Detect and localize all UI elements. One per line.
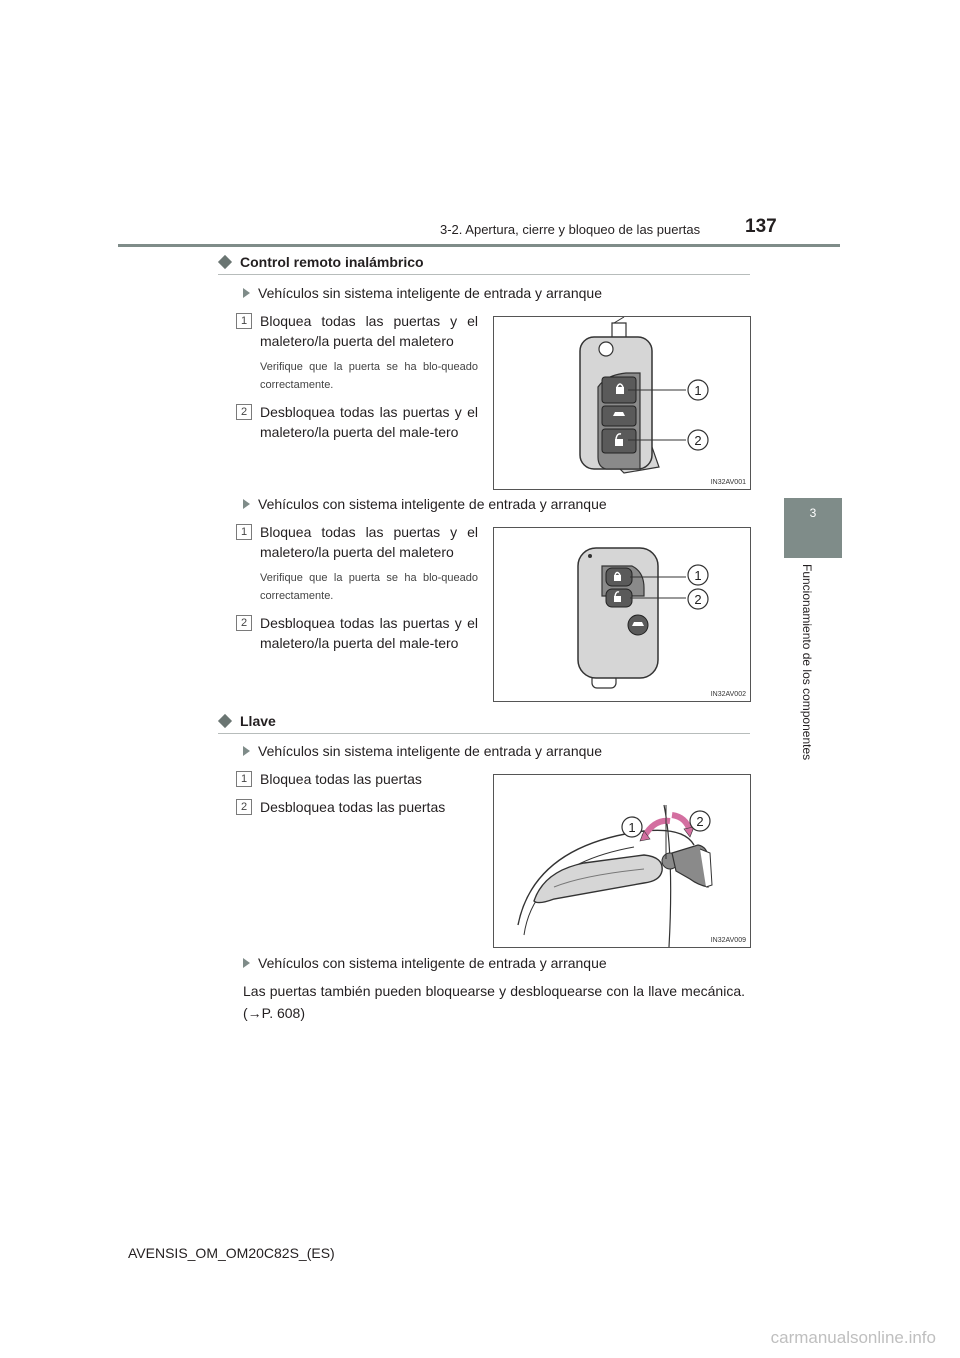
- chapter-title: Funcionamiento de los componentes: [800, 564, 814, 761]
- item-number: 2: [236, 799, 252, 815]
- smart-key-illustration: [494, 528, 750, 701]
- item-number: 1: [236, 771, 252, 787]
- section-rule: [218, 274, 750, 275]
- diamond-bullet-icon: [218, 255, 232, 269]
- triangle-bullet-icon: [243, 746, 250, 756]
- subheading: [243, 743, 602, 759]
- flip-key-illustration: [494, 317, 750, 489]
- item-text: Desbloquea todas las puertas y el maletero/la puerta del male-tero: [260, 615, 478, 651]
- item-text: Desbloquea todas las puertas y el maletero/la puerta del male-tero: [260, 404, 478, 440]
- document-code: AVENSIS_OM_OM20C82S_(ES): [128, 1245, 335, 1261]
- chapter-tab[interactable]: [784, 498, 842, 558]
- page-number: 137: [745, 216, 777, 237]
- door-key-illustration: [494, 775, 750, 947]
- running-header: 3-2. Apertura, cierre y bloqueo de las puertas: [440, 222, 701, 237]
- item-text: Bloquea todas las puertas: [260, 771, 422, 787]
- figure-callout: 2: [694, 592, 702, 607]
- triangle-bullet-icon: [243, 958, 250, 968]
- triangle-bullet-icon: [243, 499, 250, 509]
- item-note: Verifique que la puerta se ha blo-queado correctamente.: [260, 572, 478, 602]
- subheading-text: Vehículos sin sistema inteligente de entrada y arranque: [258, 285, 602, 301]
- item-text: Bloquea todas las puertas y el maletero/la puerta del maletero: [260, 313, 478, 349]
- item-note: Verifique que la puerta se ha blo-queado correctamente.: [260, 361, 478, 391]
- item-text: Bloquea todas las puertas y el maletero/la puerta del maletero: [260, 524, 478, 560]
- section-heading: [218, 254, 424, 270]
- figure-code: IN32AV009: [710, 937, 746, 944]
- figure-callout: 1: [628, 820, 636, 835]
- watermark: carmanualsonline.info: [770, 1328, 936, 1347]
- figure-callout: 1: [694, 383, 702, 398]
- chapter-number: 3: [809, 506, 817, 520]
- subheading: [243, 285, 602, 301]
- figure-code: IN32AV002: [710, 691, 746, 698]
- item-number: 1: [236, 313, 252, 329]
- body-paragraph: Las puertas también pueden bloquearse y desbloquearse con la llave mecánica. (→P. 608): [243, 983, 745, 1021]
- figure-callout: 2: [694, 433, 702, 448]
- subheading-text: Vehículos con sistema inteligente de entrada y arranque: [258, 496, 607, 512]
- section-heading-text: Control remoto inalámbrico: [240, 254, 424, 270]
- item-number: 1: [236, 524, 252, 540]
- figure-callout: 1: [694, 568, 702, 583]
- subheading-text: Vehículos sin sistema inteligente de entrada y arranque: [258, 743, 602, 759]
- item-text: Desbloquea todas las puertas: [260, 799, 446, 815]
- figure-smart-key: [493, 527, 751, 702]
- subheading: [243, 955, 607, 971]
- section-heading-text: Llave: [240, 713, 276, 729]
- subheading: [243, 496, 607, 512]
- section-heading: [218, 713, 276, 729]
- diamond-bullet-icon: [218, 714, 232, 728]
- item-number: 2: [236, 615, 252, 631]
- section-rule: [218, 733, 750, 734]
- subheading-text: Vehículos con sistema inteligente de entrada y arranque: [258, 955, 607, 971]
- item-number: 2: [236, 404, 252, 420]
- figure-door-key: [493, 774, 751, 948]
- figure-code: IN32AV001: [710, 479, 746, 486]
- triangle-bullet-icon: [243, 288, 250, 298]
- figure-flip-key: [493, 316, 751, 490]
- figure-callout: 2: [696, 814, 704, 829]
- header-rule: [118, 244, 840, 247]
